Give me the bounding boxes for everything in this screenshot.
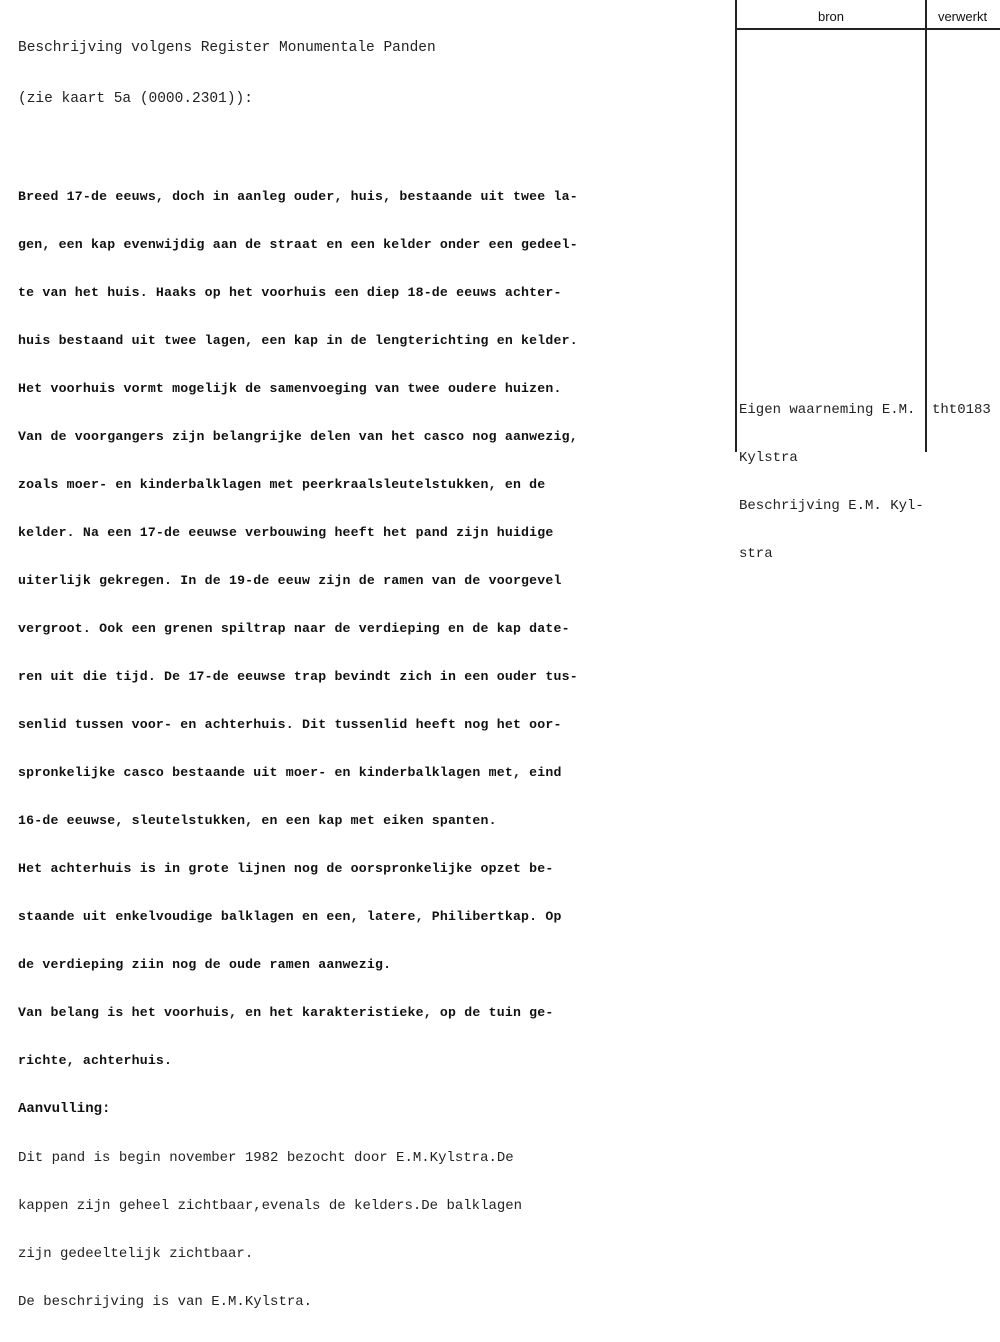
main-text-block (18, 6, 718, 1342)
table-header-rule (735, 28, 1000, 30)
description-line: staande uit enkelvoudige balklagen en een, latere, Philibertkap. Op (18, 909, 562, 924)
description-paragraph (18, 157, 718, 1101)
table-left-border (735, 0, 737, 452)
document-heading (18, 6, 718, 142)
description-line: de verdieping ziin nog de oude ramen aanwezig. (18, 957, 392, 972)
bron-entry-line: Beschrijving E.M. Kyl- (739, 498, 924, 514)
aanvulling-line: kappen zijn geheel zichtbaar,evenals de kelders.De balklagen (18, 1198, 523, 1214)
description-line: vergroot. Ook een grenen spiltrap naar de verdieping en de kap date- (18, 621, 570, 636)
description-line: zoals moer- en kinderbalklagen met peerkraalsleutelstukken, en de (18, 477, 546, 492)
description-line: gen, een kap evenwijdig aan de straat en een kelder onder een gedeel- (18, 237, 578, 252)
description-line: Van de voorgangers zijn belangrijke delen van het casco nog aanwezig, (18, 429, 578, 444)
description-line: uiterlijk gekregen. In de 19-de eeuw zijn de ramen van de voorgevel (18, 573, 562, 588)
aanvulling-paragraph (18, 1118, 718, 1342)
column-header-verwerkt: verwerkt (937, 9, 988, 24)
description-line: huis bestaand uit twee lagen, een kap in de lengterichting en kelder. (18, 333, 578, 348)
description-line: te van het huis. Haaks op het voorhuis een diep 18-de eeuws achter- (18, 285, 562, 300)
description-line: Het achterhuis is in grote lijnen nog de oorspronkelijke opzet be- (18, 861, 554, 876)
verwerkt-cell: tht0183 (932, 402, 991, 418)
description-line: spronkelijke casco bestaande uit moer- en kinderbalklagen met, eind (18, 765, 562, 780)
description-line: Het voorhuis vormt mogelijk de samenvoeging van twee oudere huizen. (18, 381, 562, 396)
description-line: kelder. Na een 17-de eeuwse verbouwing heeft het pand zijn huidige (18, 525, 554, 540)
bron-entry-line: Eigen waarneming E.M. (739, 402, 916, 418)
description-line: senlid tussen voor- en achterhuis. Dit tussenlid heeft nog het oor- (18, 717, 562, 732)
description-line: 16-de eeuwse, sleutelstukken, en een kap met eiken spanten. (18, 813, 497, 828)
aanvulling-line: De beschrijving is van E.M.Kylstra. (18, 1294, 313, 1310)
description-line: ren uit die tijd. De 17-de eeuwse trap bevindt zich in een ouder tus- (18, 669, 578, 684)
aanvulling-line: Dit pand is begin november 1982 bezocht door E.M.Kylstra.De (18, 1150, 514, 1166)
aanvulling-title: Aanvulling: (18, 1101, 111, 1117)
bron-entry-line: Kylstra (739, 450, 798, 466)
heading-line-1: Beschrijving volgens Register Monumentale Panden (18, 40, 436, 56)
bron-entry-line: stra (739, 546, 773, 562)
heading-line-2: (zie kaart 5a (0000.2301)): (18, 91, 253, 107)
description-line: Breed 17-de eeuws, doch in aanleg ouder, huis, bestaande uit twee la- (18, 189, 578, 204)
bron-cell (739, 370, 929, 594)
description-line: richte, achterhuis. (18, 1053, 173, 1068)
column-header-bron: bron (817, 9, 845, 24)
aanvulling-line: zijn gedeeltelijk zichtbaar. (18, 1246, 254, 1262)
description-line: Van belang is het voorhuis, en het karakteristieke, op de tuin ge- (18, 1005, 554, 1020)
